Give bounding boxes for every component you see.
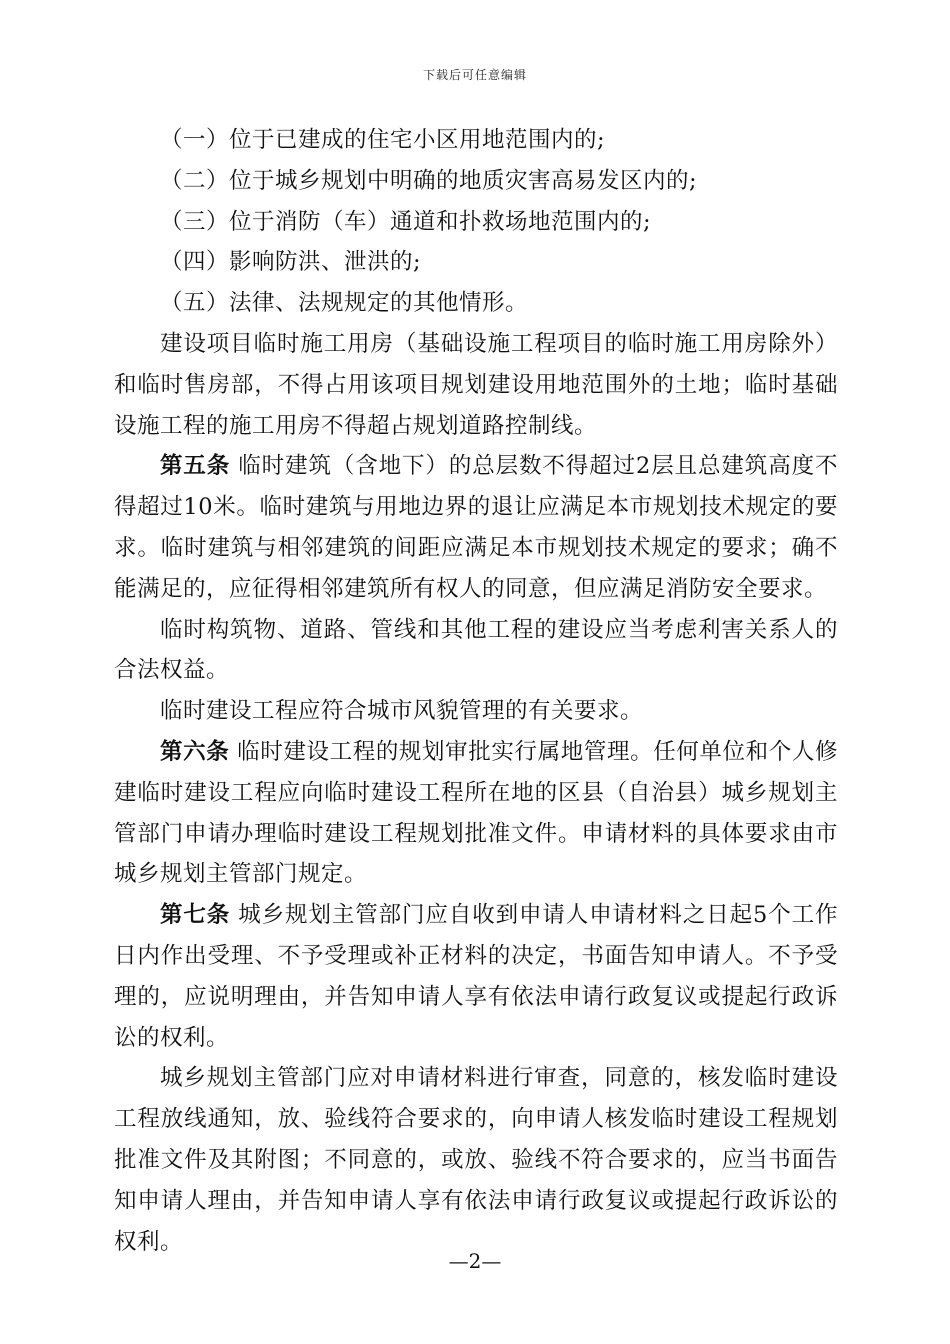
article-7	[114, 895, 838, 1058]
paragraph-text: （一）位于已建成的住宅小区用地范围内的;	[160, 127, 606, 153]
article-5	[114, 446, 838, 609]
paragraph-text: 城乡规划主管部门应自收到申请人申请材料之日起5个工作日内作出受理、不予受理或补正材料的决定，书面告知申请人。不予受理的，应说明理由，并告知申请人享有依法申请行政复议或提起行政诉讼的权利。	[114, 902, 838, 1051]
article-number: 第六条	[160, 738, 230, 765]
paragraph	[114, 1058, 838, 1262]
paragraph-text: 临时建设工程应符合城市风貌管理的有关要求。	[160, 698, 644, 725]
paragraph	[114, 691, 838, 732]
paragraph-text: （四）影响防洪、泄洪的;	[160, 249, 422, 276]
header-note: 下载后可任意编辑	[422, 68, 527, 82]
clause-4	[114, 242, 838, 283]
clause-2	[114, 161, 838, 202]
paragraph-text: 临时建设工程的规划审批实行属地管理。任何单位和个人修建临时建设工程应向临时建设工程所在地的区县（自治县）城乡规划主管部门申请办理临时建设工程规划批准文件。申请材料的具体要求由市城乡规划主管部门规定。	[114, 738, 838, 888]
paragraph-text: 临时建筑（含地下）的总层数不得超过2层且总建筑高度不得超过10米。临时建筑与用地边界的退让应满足本市规划技术规定的要求。临时建筑与相邻建筑的间距应满足本市规划技术规定的要求；确不能满足的，应征得相邻建筑所有权人的同意，但应满足消防安全要求。	[114, 453, 838, 602]
paragraph	[114, 324, 838, 446]
clause-5	[114, 283, 838, 324]
clause-1	[114, 120, 838, 161]
article-number: 第五条	[160, 453, 231, 480]
article-number: 第七条	[160, 902, 231, 929]
paragraph-text: 建设项目临时施工用房（基础设施工程项目的临时施工用房除外）和临时售房部，不得占用该项目规划建设用地范围外的土地；临时基础设施工程的施工用房不得超占规划道路控制线。	[114, 330, 838, 439]
paragraph-text: （五）法律、法规规定的其他情形。	[160, 290, 529, 317]
article-6	[114, 732, 838, 895]
page-number: —2—	[448, 1249, 502, 1273]
document-body	[114, 120, 838, 1262]
paragraph-text: 城乡规划主管部门应对申请材料进行审查，同意的，核发临时建设工程放线通知，放、验线符合要求的，向申请人核发临时建设工程规划批准文件及其附图；不同意的，或放、验线不符合要求的，应当书面告知申请人理由，并告知申请人享有依法申请行政复议或提起行政诉讼的权利。	[114, 1065, 838, 1255]
clause-3	[114, 202, 838, 243]
paragraph-text: 临时构筑物、道路、管线和其他工程的建设应当考虑利害关系人的合法权益。	[114, 616, 838, 684]
paragraph-text: （三）位于消防（车）通道和扑救场地范围内的;	[160, 208, 652, 235]
paragraph-text: （二）位于城乡规划中明确的地质灾害高易发区内的;	[160, 167, 698, 194]
paragraph	[114, 610, 838, 692]
